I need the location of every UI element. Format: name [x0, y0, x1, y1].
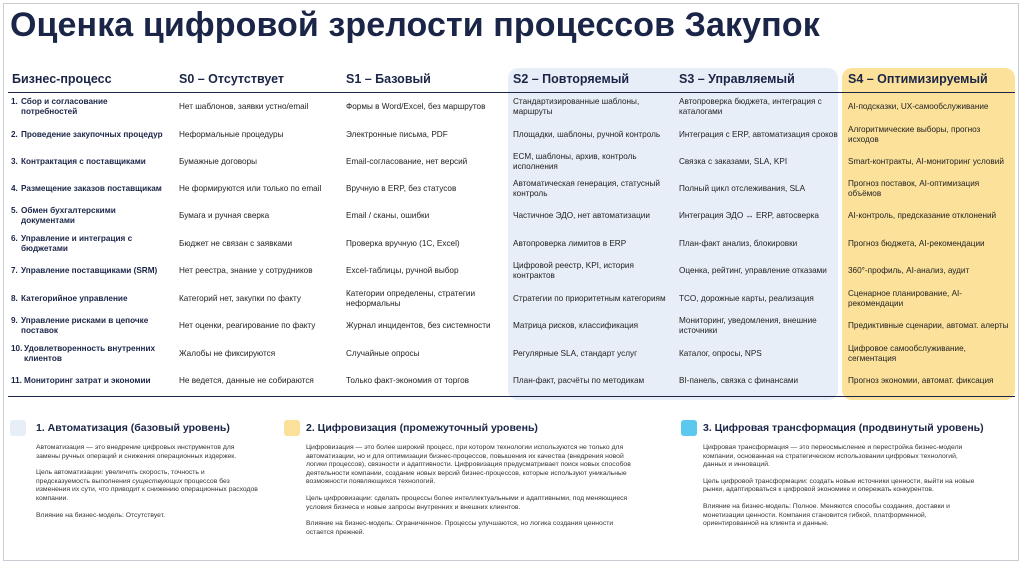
process-name: Сбор и согласование потребностей [21, 97, 108, 116]
s1-text: Проверка вручную (1C, Excel) [346, 239, 460, 248]
legend-digitalization-definition: Цифровизация — это более широкий процесс, при котором технологии используются не только для автоматизации, но и для оптимизации бизнес-процессов, повышения их качества (внедрения новой логики процессов), связности и адаптивности. Цифровизация предусматривает поиск новых способов деятельности компании, создание новых версий бизнес-процессов, которые используют уникальные возможности появляющихся технологий. [306, 444, 631, 486]
s0-cell [179, 94, 342, 120]
s1-text: Email-согласование, нет версий [346, 157, 468, 166]
s2-cell [513, 176, 673, 202]
s0-cell [179, 286, 342, 312]
process-cell [11, 231, 166, 257]
s4-text: Предиктивные сценарии, автомат. алерты [848, 321, 1009, 330]
s1-cell [346, 203, 509, 229]
s0-cell [179, 341, 342, 367]
s4-text: Алгоритмические выборы, прогноз исходов [848, 125, 981, 144]
s4-cell [848, 122, 1012, 148]
s2-cell [513, 94, 673, 120]
process-cell [11, 286, 166, 312]
s2-text: Площадки, шаблоны, ручной контроль [513, 130, 661, 139]
process-name: Управление поставщиками (SRM) [21, 266, 158, 275]
table-row [0, 313, 1024, 339]
s4-cell [848, 286, 1012, 312]
process-name: Проведение закупочных процедур [21, 130, 163, 139]
s0-cell [179, 368, 342, 394]
process-number: 4. [11, 184, 18, 193]
s2-text: Матрица рисков, классификация [513, 321, 639, 330]
s0-text: Не ведется, данные не собираются [179, 376, 314, 385]
s1-cell [346, 149, 509, 175]
header-divider [8, 92, 1015, 93]
s2-text: План-факт, расчёты по методикам [513, 376, 645, 385]
process-number: 6. [11, 234, 18, 243]
s0-text: Нет оценки, реагирование по факту [179, 321, 316, 330]
s3-cell [679, 94, 839, 120]
legend-digitalization-text [306, 444, 638, 545]
s0-text: Жалобы не фиксируются [179, 349, 276, 358]
s1-text: Электронные письма, PDF [346, 130, 448, 139]
legend-transformation-goal: Цель цифровой трансформации: создать новые источники ценности, выйти на новые рынки, адаптироваться к цифровой экономике и опережать конкурентов. [703, 477, 975, 494]
s2-cell [513, 149, 673, 175]
s2-text: ECM, шаблоны, архив, контроль исполнения [513, 152, 637, 171]
header-s1: S1 – Базовый [346, 72, 431, 86]
s3-text: Оценка, рейтинг, управление отказами [679, 266, 827, 275]
s0-text: Бумажные договоры [179, 157, 258, 166]
s1-cell [346, 122, 509, 148]
header-s2: S2 – Повторяемый [513, 72, 630, 86]
s0-cell [179, 149, 342, 175]
s1-text: Журнал инцидентов, без системности [346, 321, 491, 330]
s3-text: План-факт анализ, блокировки [679, 239, 798, 248]
s1-text: Случайные опросы [346, 349, 420, 358]
process-cell [11, 368, 166, 394]
s1-text: Формы в Word/Excel, без маршрутов [346, 102, 486, 111]
s1-cell [346, 258, 509, 284]
table-row [0, 231, 1024, 257]
s4-text: Сценарное планирование, AI-рекомендации [848, 289, 963, 308]
s0-text: Категорий нет, закупки по факту [179, 294, 301, 303]
s0-cell [179, 203, 342, 229]
s4-cell [848, 258, 1012, 284]
s1-cell [346, 231, 509, 257]
header-process: Бизнес-процесс [12, 72, 112, 86]
table-row [0, 122, 1024, 148]
s4-cell [848, 176, 1012, 202]
s0-text: Нет шаблонов, заявки устно/email [179, 102, 309, 111]
process-cell [11, 313, 166, 339]
s2-cell [513, 341, 673, 367]
s4-text: Цифровое самообслуживание, сегментация [848, 344, 966, 363]
process-cell [11, 341, 166, 367]
s1-text: Excel-таблицы, ручной выбор [346, 266, 459, 275]
process-number: 9. [11, 316, 18, 325]
legend-digitalization-title: 2. Цифровизация (промежуточный уровень) [306, 422, 538, 434]
s3-text: TCO, дорожные карты, реализация [679, 294, 814, 303]
s4-text: Smart-контракты, AI-мониторинг условий [848, 157, 1004, 166]
s0-text: Нет реестра, знание у сотрудников [179, 266, 313, 275]
process-number: 11. [11, 376, 22, 385]
legend-automation-definition: Автоматизация — это внедрение цифровых инструментов для замены ручных операций и снижения операционных издержек. [36, 444, 237, 460]
process-name: Контрактация с поставщиками [21, 157, 146, 166]
s3-text: Каталог, опросы, NPS [679, 349, 762, 358]
table-row [0, 258, 1024, 284]
process-cell [11, 122, 166, 148]
automation-color-square [10, 420, 26, 436]
s0-cell [179, 258, 342, 284]
process-cell [11, 149, 166, 175]
s0-text: Бумага и ручная сверка [179, 211, 270, 220]
s2-cell [513, 231, 673, 257]
s1-text: Категории определены, стратегии неформальны [346, 289, 476, 308]
s3-cell [679, 368, 839, 394]
s4-text: AI-подсказки, UX-самообслуживание [848, 102, 989, 111]
table-bottom-divider [8, 396, 1015, 397]
s2-cell [513, 122, 673, 148]
table-row [0, 203, 1024, 229]
page-title: Оценка цифровой зрелости процессов Закупок [10, 6, 820, 44]
s3-text: Связка с заказами, SLA, KPI [679, 157, 788, 166]
header-s4: S4 – Оптимизируемый [848, 72, 988, 86]
s3-cell [679, 203, 839, 229]
s4-cell [848, 341, 1012, 367]
process-name: Удовлетворенность внутренних клиентов [24, 344, 156, 363]
s3-text: Автопроверка бюджета, интеграция с каталогами [679, 97, 822, 116]
process-number: 5. [11, 206, 18, 215]
process-number: 7. [11, 266, 18, 275]
process-cell [11, 94, 166, 120]
table-row [0, 149, 1024, 175]
legend-transformation-impact: Влияние на бизнес-модель: Полное. Меняются способы создания, доставки и монетизации ценности. Компания становится гибкой, платформенной, ориентированной на клиента и данные. [703, 502, 950, 528]
process-name: Категорийное управление [21, 294, 128, 303]
s4-text: Прогноз поставок, AI-оптимизация объёмов [848, 179, 980, 198]
s2-text: Регулярные SLA, стандарт услуг [513, 349, 638, 358]
s4-cell [848, 313, 1012, 339]
s1-cell [346, 286, 509, 312]
process-number: 8. [11, 294, 18, 303]
s1-cell [346, 176, 509, 202]
s3-cell [679, 231, 839, 257]
table-row [0, 94, 1024, 120]
s0-text: Неформальные процедуры [179, 130, 284, 139]
header-s0: S0 – Отсутствует [179, 72, 285, 86]
process-name: Мониторинг затрат и экономии [24, 376, 151, 385]
s4-cell [848, 203, 1012, 229]
transformation-color-square [681, 420, 697, 436]
s1-text: Вручную в ERP, без статусов [346, 184, 457, 193]
table-row [0, 286, 1024, 312]
s0-cell [179, 313, 342, 339]
legend-digitalization-impact: Влияние на бизнес-модель: Ограниченное. Процессы улучшаются, но логика создания ценности остается прежней. [306, 520, 614, 536]
s2-text: Цифровой реестр, KPI, история контрактов [513, 261, 634, 280]
s4-text: Прогноз бюджета, AI-рекомендации [848, 239, 985, 248]
s0-cell [179, 176, 342, 202]
s2-text: Автопроверка лимитов в ERP [513, 239, 627, 248]
header-s3: S3 – Управляемый [679, 72, 795, 86]
s1-cell [346, 313, 509, 339]
process-number: 10. [11, 344, 23, 353]
s2-text: Автоматическая генерация, статусный контроль [513, 179, 660, 198]
s2-cell [513, 368, 673, 394]
legend-automation-text [36, 444, 258, 528]
digitalization-color-square [284, 420, 300, 436]
s4-cell [848, 368, 1012, 394]
table-row [0, 368, 1024, 394]
s3-cell [679, 341, 839, 367]
s3-cell [679, 313, 839, 339]
process-name: Обмен бухгалтерскими документами [21, 206, 116, 225]
s2-text: Стратегии по приоритетным категориям [513, 294, 666, 303]
table-row [0, 176, 1024, 202]
s1-text: Только факт-экономия от торгов [346, 376, 469, 385]
process-cell [11, 258, 166, 284]
process-name: Управление и интеграция с бюджетами [21, 234, 133, 253]
process-number: 1. [11, 97, 18, 106]
s3-text: Интеграция ЭДО ↔ ERP, автосверка [679, 211, 819, 220]
s1-cell [346, 94, 509, 120]
s4-cell [848, 149, 1012, 175]
legend-transformation-definition: Цифровая трансформация — это переосмысление и перестройка бизнес-модели компании, основанная на стратегическом использовании цифровых технологий, данных и инноваций. [703, 444, 963, 469]
s1-text: Email / сканы, ошибки [346, 211, 430, 220]
s3-cell [679, 149, 839, 175]
legend-transformation-title: 3. Цифровая трансформация (продвинутый уровень) [703, 422, 984, 434]
legend-automation-title: 1. Автоматизация (базовый уровень) [36, 422, 230, 434]
s4-cell [848, 231, 1012, 257]
s0-cell [179, 122, 342, 148]
s1-cell [346, 341, 509, 367]
s3-cell [679, 258, 839, 284]
s2-cell [513, 258, 673, 284]
s4-text: 360°-профиль, AI-анализ, аудит [848, 266, 970, 275]
s3-text: Полный цикл отслеживания, SLA [679, 184, 806, 193]
s4-text: AI-контроль, предсказание отклонений [848, 211, 997, 220]
s4-text: Прогноз экономии, автомат. фиксация [848, 376, 994, 385]
s2-cell [513, 203, 673, 229]
s0-text: Не формируются или только по email [179, 184, 322, 193]
s3-cell [679, 176, 839, 202]
s1-cell [346, 368, 509, 394]
s0-cell [179, 231, 342, 257]
s3-cell [679, 286, 839, 312]
s3-cell [679, 122, 839, 148]
legend-automation-goal: Цель автоматизации: увеличить скорость, точность и предсказуемость выполнения существующих процессов без изменения их сути, что приводит к снижению операционных расходов компании. [36, 469, 258, 502]
s3-text: Мониторинг, уведомления, внешние источники [679, 316, 817, 335]
s3-text: BI-панель, связка с финансами [679, 376, 799, 385]
table-row [0, 341, 1024, 367]
s2-text: Частичное ЭДО, нет автоматизации [513, 211, 650, 220]
s3-text: Интеграция с ERP, автоматизация сроков [679, 130, 838, 139]
s2-cell [513, 286, 673, 312]
s2-cell [513, 313, 673, 339]
process-name: Управление рисками в цепочке поставок [21, 316, 149, 335]
process-number: 3. [11, 157, 18, 166]
legend-digitalization-goal: Цель цифровизации: сделать процессы более интеллектуальными и адаптивными, под меняющиеся условия бизнеса и новые запросы внутренних и внешних клиентов. [306, 494, 628, 511]
legend-transformation-text [703, 444, 978, 537]
process-name: Размещение заказов поставщикам [21, 184, 162, 193]
process-number: 2. [11, 130, 18, 139]
process-cell [11, 176, 166, 202]
s0-text: Бюджет не связан с заявками [179, 239, 293, 248]
s4-cell [848, 94, 1012, 120]
process-cell [11, 203, 166, 229]
legend-automation-impact: Влияние на бизнес-модель: Отсутствует. [36, 511, 165, 519]
s2-text: Стандартизированные шаблоны, маршруты [513, 97, 640, 116]
